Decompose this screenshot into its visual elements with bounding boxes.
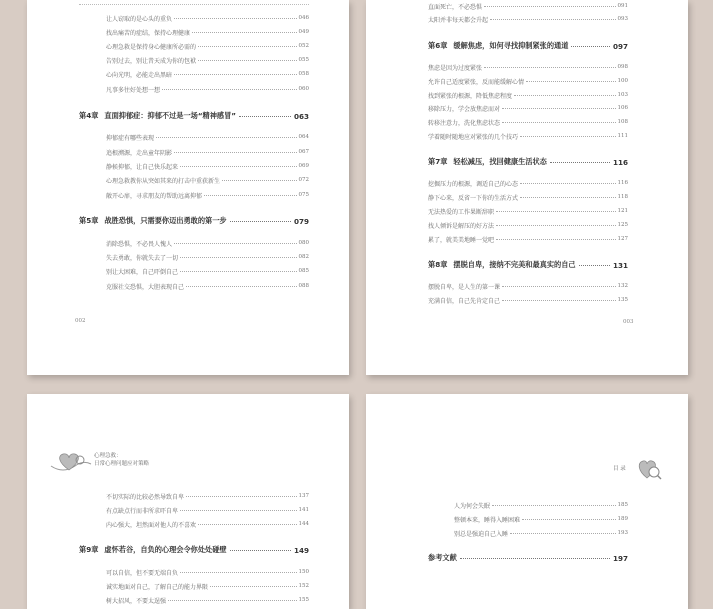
toc-entry-page: 091 bbox=[617, 3, 628, 9]
dot-leader bbox=[496, 239, 615, 240]
toc-entry-title: 树大招风，不要太逞强 bbox=[106, 597, 167, 605]
dot-leader bbox=[180, 510, 296, 511]
toc-entry-title: 心理急救是保持身心健康所必需的 bbox=[106, 43, 197, 51]
toc-entry-page: 152 bbox=[298, 583, 309, 589]
dot-leader bbox=[174, 152, 296, 153]
toc-entry-page: 106 bbox=[617, 105, 628, 111]
toc-entry[interactable] bbox=[106, 237, 309, 249]
chapter-page: 116 bbox=[612, 157, 628, 167]
dot-leader bbox=[484, 67, 615, 68]
dot-leader bbox=[180, 572, 296, 573]
toc-entry-title: 诚实地面对自己，了解自己的能力界限 bbox=[106, 583, 209, 591]
toc-entry-page: 144 bbox=[298, 521, 309, 527]
toc-entry-title: 挖掘压力的根源，调适自己的心态 bbox=[428, 180, 519, 188]
page-number: 002 bbox=[75, 318, 86, 324]
toc-entry-page: 067 bbox=[298, 149, 309, 155]
dot-leader bbox=[522, 519, 615, 520]
toc-entry-title: 找到紧张的根源，降低焦虑程度 bbox=[428, 92, 513, 100]
toc-entry-page: 075 bbox=[298, 192, 309, 198]
toc-entry-page: 069 bbox=[298, 163, 309, 169]
toc-page-left-bottom bbox=[27, 394, 349, 609]
toc-entry-title: 可以自信，但不要无端自负 bbox=[106, 569, 179, 577]
toc-entry[interactable] bbox=[106, 280, 309, 292]
toc-entry-page: 064 bbox=[298, 134, 309, 140]
toc-entry-page: 072 bbox=[298, 177, 309, 183]
dot-leader bbox=[496, 211, 615, 212]
toc-entry-title: 静候抑郁，让自己快乐起来 bbox=[106, 163, 179, 171]
running-head bbox=[94, 452, 149, 468]
toc-entry[interactable] bbox=[106, 40, 309, 52]
toc-entry[interactable] bbox=[428, 61, 628, 73]
chapter-title: 轻松减压，找回健康生活状态 bbox=[453, 157, 547, 166]
chapter-title: 缓解焦虑，如何寻找抑制紧张的通道 bbox=[453, 41, 569, 50]
toc-entry-page: 052 bbox=[298, 43, 309, 49]
toc-entry[interactable] bbox=[106, 594, 309, 606]
toc-entry[interactable] bbox=[106, 12, 309, 24]
chapter-page: 131 bbox=[612, 260, 628, 270]
dot-leader bbox=[571, 46, 610, 47]
dot-leader bbox=[198, 524, 296, 525]
dot-leader bbox=[579, 265, 610, 266]
dot-leader bbox=[180, 166, 296, 167]
toc-entry[interactable] bbox=[106, 566, 309, 578]
toc-entry[interactable] bbox=[428, 177, 628, 189]
dot-leader bbox=[502, 300, 615, 301]
toc-entry-title: 找人倾诉是解压的好方法 bbox=[428, 222, 495, 230]
dot-leader bbox=[239, 116, 291, 117]
toc-entry-title: 心向光明，必能走出黑暗 bbox=[106, 71, 173, 79]
toc-entry-title: 内心强大，坦然面对他人的不喜欢 bbox=[106, 521, 197, 529]
toc-entry[interactable] bbox=[428, 233, 628, 245]
chapter-number: 第5章 bbox=[79, 216, 99, 225]
toc-entry[interactable] bbox=[106, 189, 309, 201]
dot-leader bbox=[484, 6, 615, 7]
toc-entry[interactable] bbox=[106, 265, 309, 277]
toc-entry-title: 克服社交恐惧，大胆表现自己 bbox=[106, 283, 185, 291]
chapter-page: 079 bbox=[293, 216, 309, 226]
page-number: 003 bbox=[623, 319, 634, 325]
toc-entry[interactable] bbox=[428, 205, 628, 217]
toc-entry-title: 别让大困难，自己吓倒自己 bbox=[106, 268, 179, 276]
dot-leader bbox=[510, 533, 615, 534]
toc-entry-title: 心理急救教你从突如其来的打击中重获新生 bbox=[106, 177, 221, 185]
toc-entry[interactable] bbox=[428, 0, 628, 12]
dot-leader bbox=[526, 81, 615, 82]
toc-entry-title: 摆脱自卑，是人生的第一课 bbox=[428, 283, 501, 291]
chapter-number: 第7章 bbox=[428, 157, 448, 166]
running-head-line2: 日常心理问题应对策略 bbox=[94, 461, 150, 467]
dot-leader bbox=[162, 89, 296, 90]
dot-leader bbox=[180, 257, 296, 258]
chapter-title: 虚怀若谷，自负的心理会令你处处碰壁 bbox=[104, 545, 227, 554]
toc-entry[interactable] bbox=[106, 490, 309, 502]
toc-entry[interactable] bbox=[106, 68, 309, 80]
toc-entry-page: 082 bbox=[298, 254, 309, 260]
toc-entry[interactable] bbox=[106, 518, 309, 530]
toc-entry-page: 103 bbox=[617, 92, 628, 98]
partial-chapter-heading-cut bbox=[79, 0, 309, 5]
toc-entry-page: 049 bbox=[298, 29, 309, 35]
toc-entry-title: 找出痛苦的症结，保持心理健康 bbox=[106, 29, 191, 37]
chapter-page: 097 bbox=[612, 41, 628, 51]
toc-entry-page: 088 bbox=[298, 283, 309, 289]
toc-entry-title: 别总是强迫自己入睡 bbox=[454, 530, 509, 538]
toc-entry-title: 太阳并非每天都会升起 bbox=[428, 16, 489, 24]
dot-leader bbox=[210, 586, 296, 587]
toc-entry[interactable] bbox=[454, 513, 628, 525]
toc-entry-page: 127 bbox=[617, 236, 628, 242]
toc-references[interactable] bbox=[428, 551, 628, 565]
dot-leader bbox=[204, 195, 296, 196]
toc-entry-title: 充满自信，自己先肯定自己 bbox=[428, 297, 501, 305]
running-head: 目 录 bbox=[613, 466, 626, 472]
toc-entry-page: 132 bbox=[617, 283, 628, 289]
dot-leader bbox=[502, 122, 615, 123]
toc-entry-page: 100 bbox=[617, 78, 628, 84]
toc-entry-title: 失去勇敢，你就失去了一切 bbox=[106, 254, 179, 262]
toc-entry-title: 转移注意力，洗化焦虑状态 bbox=[428, 119, 501, 127]
toc-entry[interactable] bbox=[428, 75, 628, 87]
toc-entry-title: 凡事多往好处想一想 bbox=[106, 86, 161, 94]
toc-entry-page: 185 bbox=[617, 502, 628, 508]
toc-entry-page: 150 bbox=[298, 569, 309, 575]
toc-entry-page: 111 bbox=[617, 133, 628, 139]
toc-entry-page: 080 bbox=[298, 240, 309, 246]
toc-entry-title: 直面死亡，不必恐惧 bbox=[428, 3, 483, 11]
toc-entry-page: 046 bbox=[298, 15, 309, 21]
dot-leader bbox=[174, 243, 296, 244]
toc-entry[interactable] bbox=[428, 102, 628, 114]
references-title: 参考文献 bbox=[428, 553, 457, 562]
toc-entry-title: 焦虑是因为过度紧张 bbox=[428, 64, 483, 72]
dot-leader bbox=[490, 19, 615, 20]
dot-leader bbox=[502, 286, 615, 287]
toc-entry[interactable] bbox=[106, 160, 309, 172]
toc-entry-title: 累了，就美美地睡一觉吧 bbox=[428, 236, 495, 244]
toc-entry[interactable] bbox=[106, 504, 309, 516]
toc-entry-page: 155 bbox=[298, 597, 309, 603]
toc-entry[interactable] bbox=[428, 294, 628, 306]
dot-leader bbox=[514, 95, 615, 96]
dot-leader bbox=[180, 271, 296, 272]
toc-entry[interactable] bbox=[106, 54, 309, 66]
toc-entry[interactable] bbox=[428, 89, 628, 101]
toc-entry-page: 055 bbox=[298, 57, 309, 63]
toc-entry-title: 移除压力，学会放焦虑而对 bbox=[428, 105, 501, 113]
toc-entry-title: 人为何会失眠 bbox=[454, 502, 491, 510]
toc-entry-title: 敞开心扉，寻求朋友的帮助远离抑郁 bbox=[106, 192, 203, 200]
toc-entry[interactable] bbox=[428, 116, 628, 128]
toc-entry[interactable] bbox=[428, 130, 628, 142]
toc-entry[interactable] bbox=[106, 146, 309, 158]
toc-entry[interactable] bbox=[106, 174, 309, 186]
toc-entry-page: 116 bbox=[617, 180, 628, 186]
toc-entry-page: 137 bbox=[298, 493, 309, 499]
toc-entry[interactable] bbox=[106, 251, 309, 263]
toc-page-right-bottom bbox=[366, 394, 688, 609]
toc-chapter-6[interactable] bbox=[428, 39, 628, 53]
dot-leader bbox=[550, 162, 610, 163]
dot-leader bbox=[186, 496, 296, 497]
toc-entry[interactable] bbox=[454, 499, 628, 511]
toc-entry-page: 141 bbox=[298, 507, 309, 513]
dot-leader bbox=[520, 183, 615, 184]
chapter-title: 摆脱自卑，接纳不完美和最真实的自己 bbox=[453, 260, 576, 269]
toc-entry-title: 抑郁症有哪些表现 bbox=[106, 134, 155, 142]
dot-leader bbox=[496, 225, 615, 226]
toc-entry-page: 098 bbox=[617, 64, 628, 70]
toc-entry-title: 允许自己适度紧张，反而能缓解心情 bbox=[428, 78, 525, 86]
dot-leader bbox=[168, 600, 296, 601]
heart-magnifier-icon bbox=[634, 454, 664, 488]
toc-entry-page: 060 bbox=[298, 86, 309, 92]
toc-entry-page: 193 bbox=[617, 530, 628, 536]
toc-entry-title: 让人窃取的是心头的重负 bbox=[106, 15, 173, 23]
toc-entry-title: 学着随时随地应对紧张的几个技巧 bbox=[428, 133, 519, 141]
dot-leader bbox=[492, 505, 615, 506]
dot-leader bbox=[222, 180, 296, 181]
toc-entry-page: 058 bbox=[298, 71, 309, 77]
toc-chapter-8[interactable] bbox=[428, 258, 628, 272]
toc-entry-page: 093 bbox=[617, 16, 628, 22]
chapter-title: 战胜恐惧，只需要你迈出勇敢的第一步 bbox=[104, 216, 227, 225]
toc-entry-page: 135 bbox=[617, 297, 628, 303]
running-head-line1: 心理急救： bbox=[94, 453, 122, 459]
dot-leader bbox=[156, 137, 296, 138]
references-page: 197 bbox=[612, 553, 628, 563]
dot-leader bbox=[502, 108, 615, 109]
dot-leader bbox=[460, 558, 610, 559]
toc-entry[interactable] bbox=[428, 191, 628, 203]
toc-entry[interactable] bbox=[428, 219, 628, 231]
toc-chapter-5[interactable] bbox=[79, 214, 309, 228]
toc-page-left-top bbox=[27, 0, 349, 375]
toc-page-right-top bbox=[366, 0, 688, 375]
chapter-number: 第6章 bbox=[428, 41, 448, 50]
toc-entry[interactable] bbox=[106, 580, 309, 592]
chapter-number: 第4章 bbox=[79, 111, 99, 120]
toc-chapter-9[interactable] bbox=[79, 543, 309, 557]
toc-chapter-7[interactable] bbox=[428, 155, 628, 169]
toc-entry[interactable] bbox=[428, 280, 628, 292]
dot-leader bbox=[230, 550, 291, 551]
toc-entry[interactable] bbox=[106, 26, 309, 38]
toc-entry-title: 消除恐惧，不必畏人愧人 bbox=[106, 240, 173, 248]
toc-entry-page: 108 bbox=[617, 119, 628, 125]
dot-leader bbox=[198, 46, 296, 47]
toc-entry-page: 118 bbox=[617, 194, 628, 200]
toc-entry-title: 有点缺点行而非所求吓自卑 bbox=[106, 507, 179, 515]
dot-leader bbox=[520, 197, 615, 198]
toc-entry-title: 无法热爱的工作果断辞职 bbox=[428, 208, 495, 216]
dot-leader bbox=[192, 32, 296, 33]
toc-entry-title: 追根溯源，走出童年阴影 bbox=[106, 149, 173, 157]
chapter-number: 第8章 bbox=[428, 260, 448, 269]
dot-leader bbox=[198, 60, 296, 61]
dot-leader bbox=[520, 136, 615, 137]
toc-entry-page: 085 bbox=[298, 268, 309, 274]
toc-entry[interactable] bbox=[106, 83, 309, 95]
chapter-title: 直面抑郁症：抑郁不过是一场“精神感冒” bbox=[104, 111, 237, 120]
toc-entry-title: 整顿本来，睡得入睡困难 bbox=[454, 516, 521, 524]
heart-ribbon-icon bbox=[49, 448, 93, 480]
toc-entry[interactable] bbox=[454, 527, 628, 539]
dot-leader bbox=[174, 74, 296, 75]
chapter-page: 063 bbox=[293, 111, 309, 121]
toc-entry-page: 125 bbox=[617, 222, 628, 228]
toc-entry-title: 不切实际的比较必然导致自卑 bbox=[106, 493, 185, 501]
chapter-number: 第9章 bbox=[79, 545, 99, 554]
toc-chapter-4[interactable] bbox=[79, 109, 309, 123]
toc-entry-title: 静下心来，反省一下你的生活方式 bbox=[428, 194, 519, 202]
toc-entry[interactable] bbox=[106, 131, 309, 143]
dot-leader bbox=[186, 286, 296, 287]
toc-entry-title: 告别过去，别让昔天成为你的包袱 bbox=[106, 57, 197, 65]
toc-entry-page: 189 bbox=[617, 516, 628, 522]
toc-entry-page: 121 bbox=[617, 208, 628, 214]
dot-leader bbox=[230, 221, 291, 222]
dot-leader bbox=[174, 18, 296, 19]
toc-entry[interactable] bbox=[428, 13, 628, 25]
chapter-page: 149 bbox=[293, 545, 309, 555]
